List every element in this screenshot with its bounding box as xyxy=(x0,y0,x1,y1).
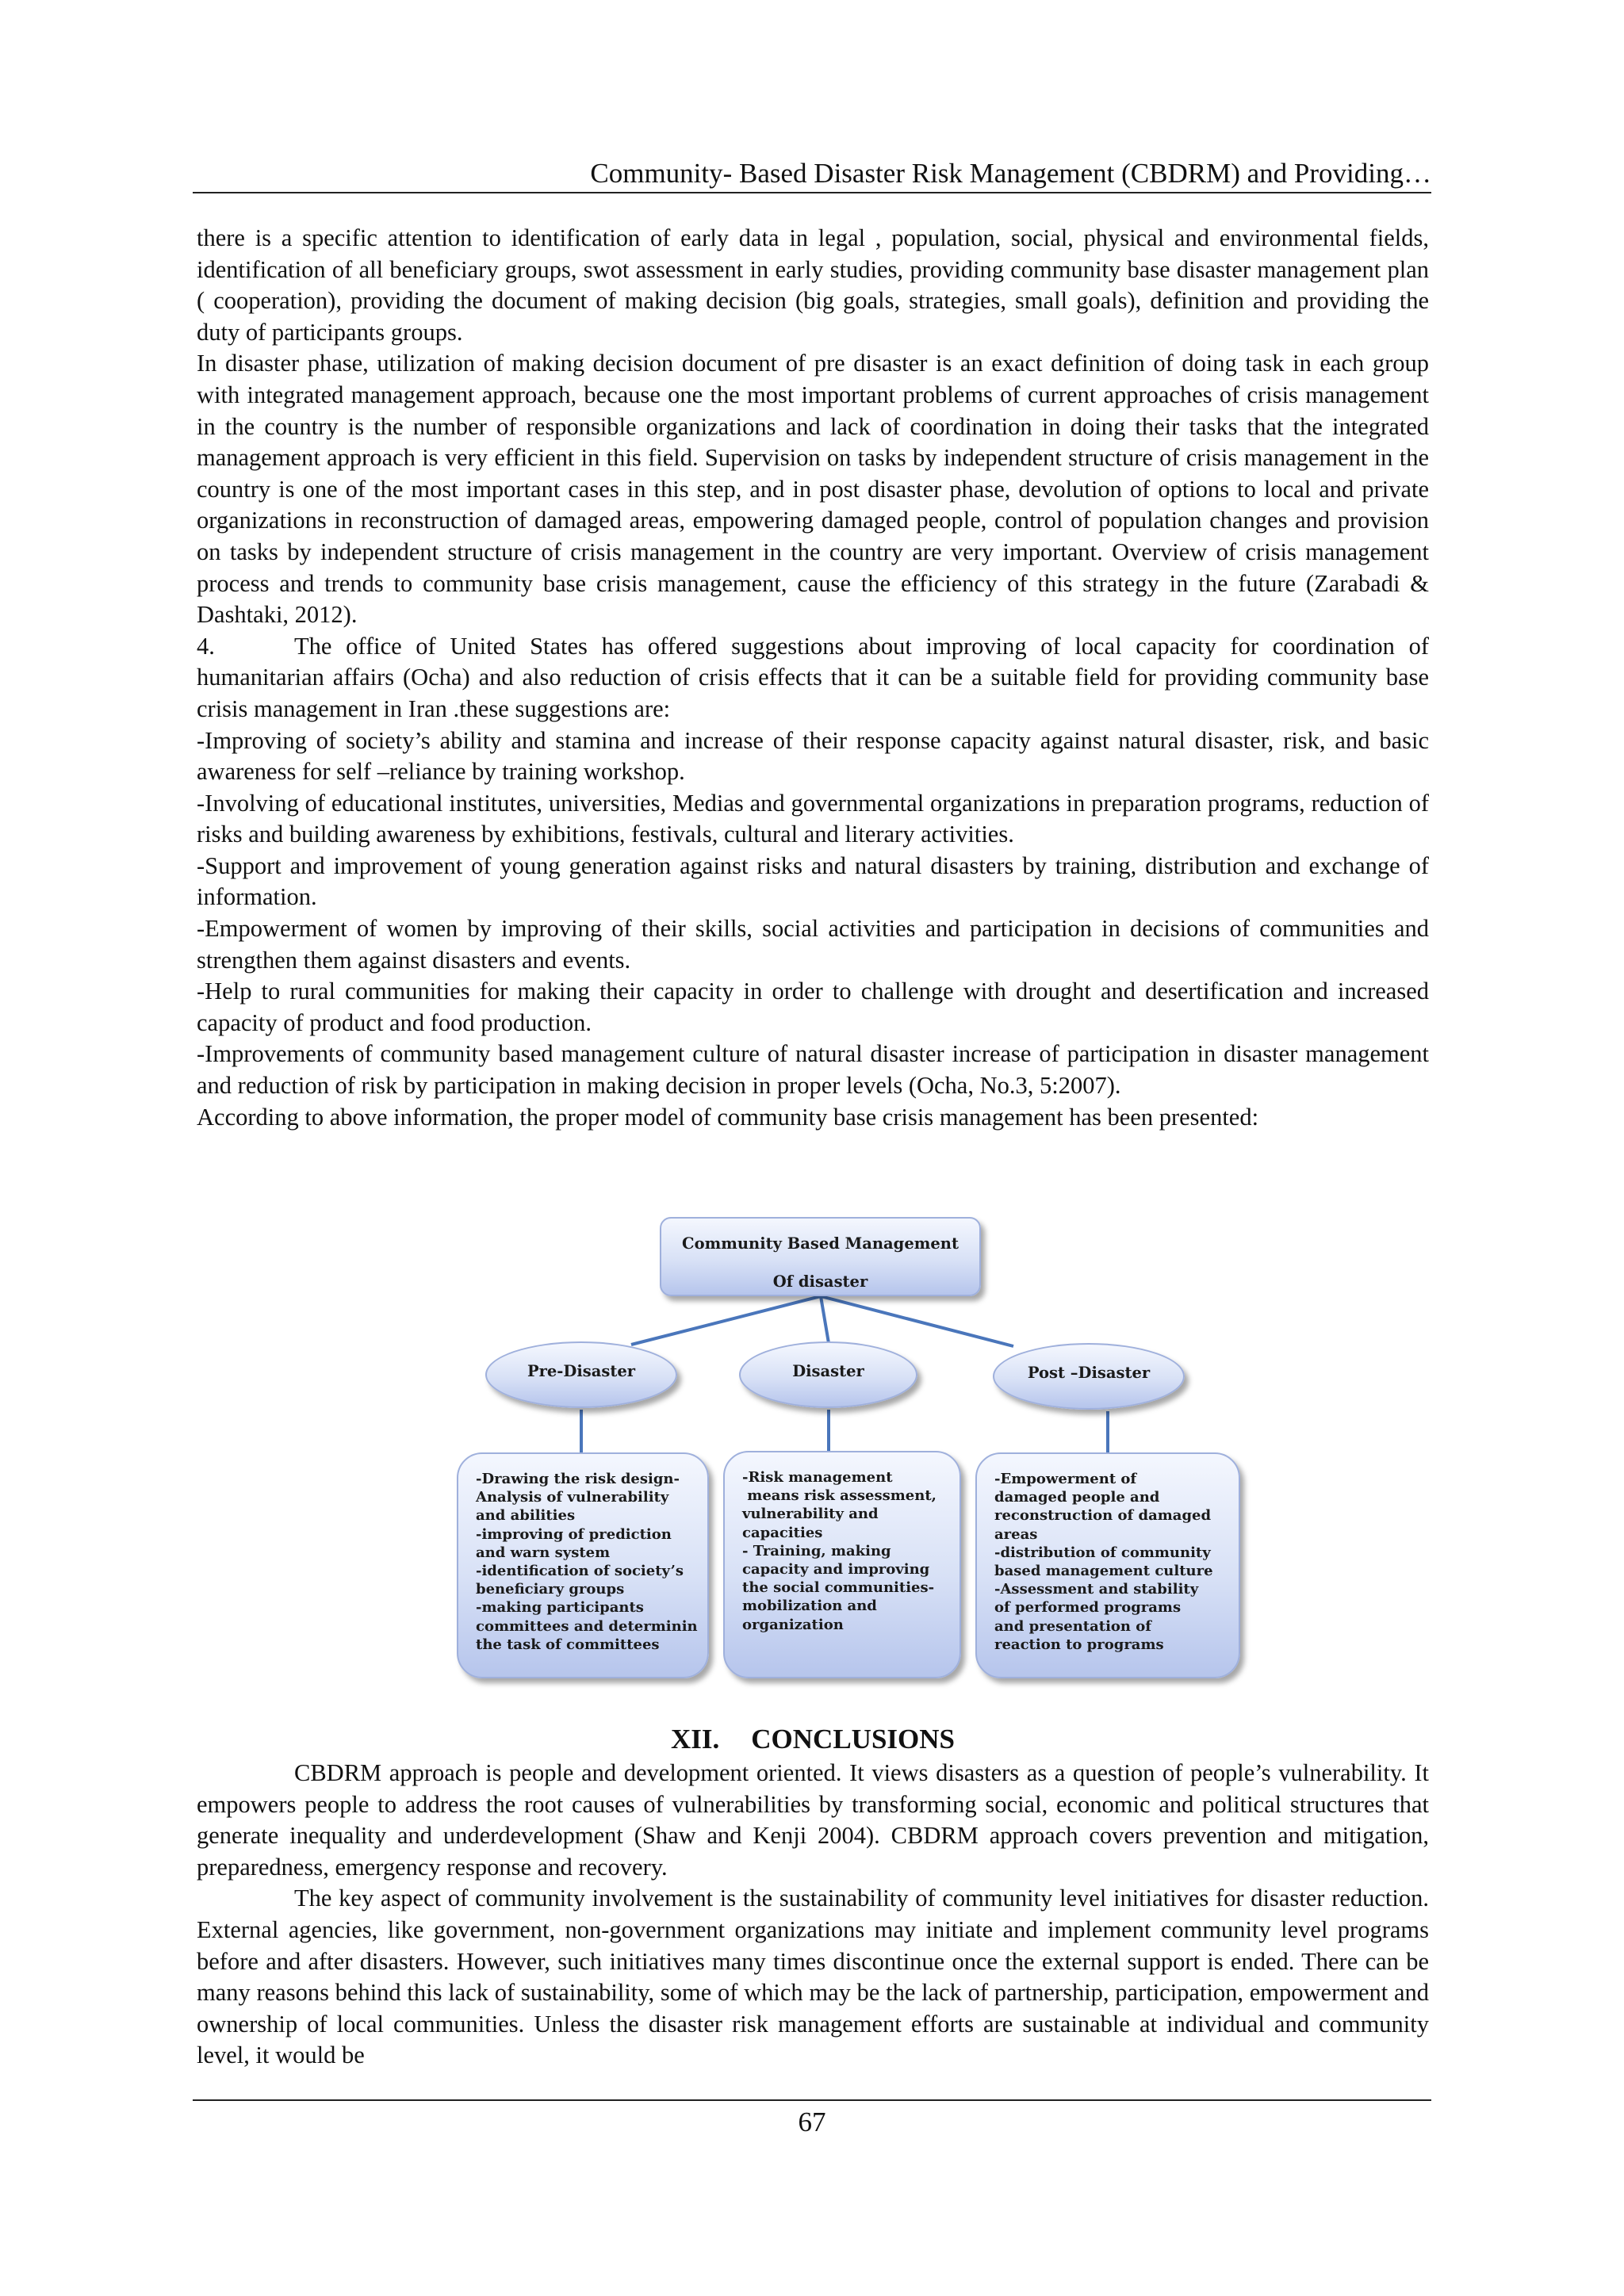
suggestion-item: -Improvements of community based management culture of natural disaster increase of participation in disaster management and reduction of risk by participation in making decision in proper levels (Ocha, No.3, 5:2007). xyxy=(197,1040,1429,1100)
detail-line: means risk assessment, xyxy=(742,1487,936,1505)
paragraph: The key aspect of community involvement is the sustainability of community level initiatives for disaster reduction. External agencies, like government, non-government organizations may initiate and implement community level programs before and after disasters. However, such initiatives many times discontinue once the external support is ended. There can be many reasons behind this lack of sustainability, some of which may be the lack of partnership, participation, empowerment and ownership of local communities. Unless the disaster risk management efforts are sustainable at individual and community level, it would be xyxy=(197,1885,1429,2069)
root-node-community-based-management xyxy=(660,1217,981,1296)
detail-line: reconstruction of damaged xyxy=(994,1507,1212,1525)
section-number: XII. xyxy=(670,1724,720,1755)
detail-line: based management culture xyxy=(994,1563,1213,1580)
footer-rule xyxy=(193,2099,1431,2101)
detail-box-pre-disaster xyxy=(457,1452,709,1678)
detail-line: areas xyxy=(994,1525,1038,1543)
detail-line: mobilization and xyxy=(742,1598,877,1615)
detail-line: -Empowerment of xyxy=(994,1471,1137,1487)
suggestion-item: -Help to rural communities for making their capacity in order to challenge with drought and desertification and increased capacity of product and food production. xyxy=(197,978,1429,1036)
detail-line: -identification of society’s xyxy=(476,1563,684,1580)
phase-node-pre-disaster: Pre-Disaster xyxy=(485,1341,677,1408)
suggestion-item: -Improving of society’s ability and stamina and increase of their response capacity against natural disaster, risk, and basic awareness for self –reliance by training workshop. xyxy=(197,726,1429,786)
detail-line: -improving of prediction xyxy=(476,1525,672,1543)
detail-line: of performed programs xyxy=(994,1599,1182,1617)
numbered-paragraph xyxy=(197,631,1429,725)
body-text-conclusions xyxy=(197,1758,1429,2072)
body-text-top xyxy=(197,223,1429,1133)
section-title: CONCLUSIONS xyxy=(751,1724,955,1755)
detail-line: capacities xyxy=(742,1524,823,1541)
root-node-line: Of disaster xyxy=(772,1272,868,1291)
detail-line: -making participants xyxy=(476,1599,644,1617)
detail-line: and presentation of xyxy=(994,1617,1152,1635)
cbdrm-model-diagram xyxy=(444,1205,1253,1689)
detail-line: -Risk management xyxy=(742,1469,893,1486)
paragraph: In disaster phase, utilization of making decision document of pre disaster is an exact definition of doing task in each group with integrated management approach, because one the most important problems of current approaches of crisis management in the country is the number of responsible organizations and lack of coordination in doing their tasks that the integrated management approach is very efficient in this field. Supervision on tasks by independent structure of crisis management in the country is one of the most important cases in this step, and in post disaster phase, devolution of options to local and private organizations in reconstruction of damaged areas, empowering damaged people, control of population changes and provision on tasks by independent structure of crisis management in the country are very important. Overview of crisis management process and trends to community base crisis management, cause the efficiency of this strategy in the future (Zarabadi & Dashtaki, 2012). xyxy=(197,350,1429,629)
suggestion-item: -Support and improvement of young generation against risks and natural disasters by training, distribution and exchange of information. xyxy=(197,851,1429,911)
detail-line: -distribution of community xyxy=(994,1544,1211,1561)
detail-line: -Drawing the risk design- xyxy=(476,1471,680,1487)
paragraph-text: The office of United States has offered suggestions about improving of local capacity for coordination of humanitarian affairs (Ocha) and also reduction of crisis effects that it can be a suitable field for providing community base crisis management in Iran .these suggestions are: xyxy=(197,632,1429,722)
detail-line: - Training, making xyxy=(742,1542,891,1559)
detail-box-disaster xyxy=(723,1451,961,1678)
detail-line: committees and determinin xyxy=(476,1617,698,1635)
suggestion-item: -Empowerment of women by improving of their skills, social activities and participation in decisions of communities and strengthen them against disasters and events. xyxy=(197,915,1429,974)
section-heading-conclusions xyxy=(197,1722,1429,1757)
detail-line: reaction to programs xyxy=(994,1636,1164,1653)
detail-line: Analysis of vulnerability xyxy=(476,1489,669,1506)
detail-line: damaged people and xyxy=(994,1489,1160,1506)
connector-root-post xyxy=(821,1296,1013,1346)
detail-box-post-disaster xyxy=(975,1452,1240,1678)
detail-line: organization xyxy=(742,1616,844,1633)
paragraph: According to above information, the proper model of community base crisis management has been presented: xyxy=(197,1103,1259,1131)
page-number: 67 xyxy=(798,2107,826,2137)
phase-node-disaster: Disaster xyxy=(739,1341,917,1408)
running-header: Community- Based Disaster Risk Management (CBDRM) and Providing… xyxy=(590,158,1431,189)
paragraph: CBDRM approach is people and development oriented. It views disasters as a question of people’s vulnerability. It empowers people to address the root causes of vulnerabilities by transforming social, economic and political structures that generate inequality and underdevelopment (Shaw and Kenji 2004). CBDRM approach covers prevention and mitigation, preparedness, emergency response and recovery. xyxy=(197,1759,1429,1881)
connector-root-disaster xyxy=(821,1296,829,1343)
detail-line: -Assessment and stability xyxy=(994,1581,1199,1598)
detail-line: beneficiary groups xyxy=(476,1581,625,1598)
connector-root-pre xyxy=(631,1296,821,1345)
header-rule xyxy=(193,192,1431,193)
paragraph: there is a specific attention to identification of early data in legal , population, social, physical and environmental fields, identification of all beneficiary groups, swot assessment in early studies, providing community base disaster management plan ( cooperation), providing the document of making decision (big goals, strategies, small goals), definition and providing the duty of participants groups. xyxy=(197,224,1429,346)
detail-line: and warn system xyxy=(476,1544,611,1561)
detail-line: the task of committees xyxy=(476,1636,660,1653)
detail-line: vulnerability and xyxy=(742,1506,879,1523)
paragraph-number: 4. xyxy=(197,632,215,660)
detail-line: capacity and improving xyxy=(742,1561,930,1578)
root-node-line: Community Based Management xyxy=(682,1234,959,1253)
suggestion-item: -Involving of educational institutes, universities, Medias and governmental organizations in preparation programs, reduction of risks and building awareness by exhibitions, festivals, cultural and literary activities. xyxy=(197,789,1429,848)
phase-node-post-disaster: Post –Disaster xyxy=(993,1343,1185,1410)
detail-line: the social communities- xyxy=(742,1579,935,1597)
detail-line: and abilities xyxy=(476,1507,576,1525)
